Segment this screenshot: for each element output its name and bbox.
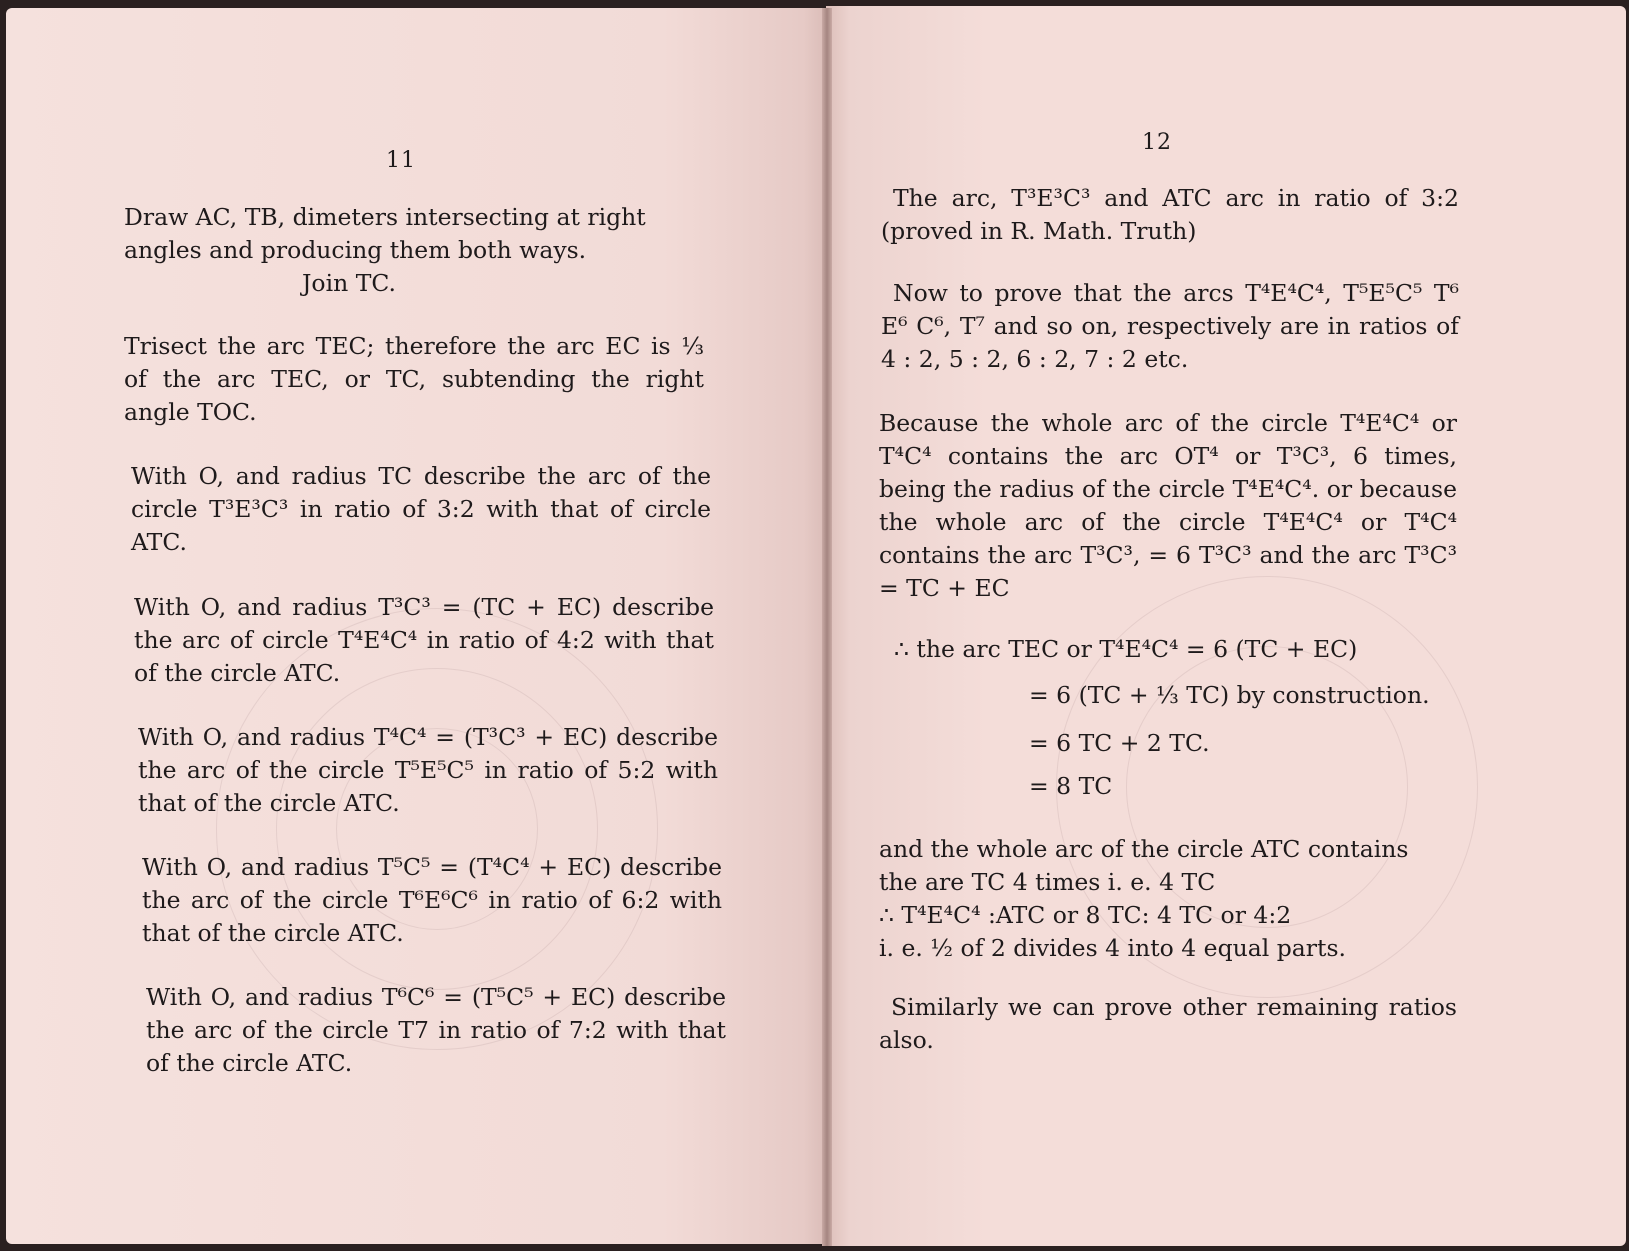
paragraph bbox=[142, 851, 722, 950]
page-number: 11 bbox=[386, 148, 416, 173]
paragraph-text: Similarly we can prove other remaining ratios also. bbox=[879, 993, 1457, 1054]
page-number: 12 bbox=[1142, 130, 1172, 155]
paragraph bbox=[879, 407, 1457, 605]
paragraph-text: With O, and radius TC describe the arc of the circle T³E³C³ in ratio of 3:2 with that of circle ATC. bbox=[131, 462, 711, 556]
text-line: Join TC. bbox=[302, 269, 396, 297]
paragraph-text: Because the whole arc of the circle T⁴E⁴C⁴ or T⁴C⁴ contains the arc OT⁴ or T³C³, 6 times, being the radius of the circle T⁴E⁴C⁴. or because the whole arc of the circle T⁴E⁴C⁴ or T⁴C⁴ contains the arc T³C³, = 6 T³C³ and the arc T³C³ = TC + EC bbox=[879, 409, 1457, 602]
paragraph-text: With O, and radius T³C³ = (TC + EC) describe the arc of circle T⁴E⁴C⁴ in ratio of 4:2 with that of the circle ATC. bbox=[134, 593, 714, 687]
paragraph bbox=[881, 277, 1459, 376]
book-gutter bbox=[822, 8, 832, 1246]
paragraph bbox=[138, 721, 718, 820]
text-line: ∴ T⁴E⁴C⁴ :ATC or 8 TC: 4 TC or 4:2 bbox=[879, 901, 1292, 929]
equation-line: = 6 TC + 2 TC. bbox=[1029, 729, 1210, 757]
text-line: angles and producing them both ways. bbox=[124, 236, 587, 264]
paragraph bbox=[879, 991, 1457, 1057]
text-line: and the whole arc of the circle ATC contains bbox=[879, 835, 1409, 863]
equation-line: ∴ the arc TEC or T⁴E⁴C⁴ = 6 (TC + EC) bbox=[894, 635, 1358, 663]
paragraph bbox=[131, 460, 711, 559]
paragraph-text: With O, and radius T⁵C⁵ = (T⁴C⁴ + EC) describe the arc of the circle T⁶E⁶C⁶ in ratio of 6:2 with that of the circle ATC. bbox=[142, 853, 722, 947]
equation-line: = 8 TC bbox=[1029, 772, 1113, 800]
paragraph-text: The arc, T³E³C³ and ATC arc in ratio of 3:2 (proved in R. Math. Truth) bbox=[881, 184, 1459, 245]
text-line: the are TC 4 times i. e. 4 TC bbox=[879, 868, 1216, 896]
paragraph-text: Now to prove that the arcs T⁴E⁴C⁴, T⁵E⁵C⁵ T⁶ E⁶ C⁶, T⁷ and so on, respectively are in ratios of 4 : 2, 5 : 2, 6 : 2, 7 : 2 etc. bbox=[881, 279, 1459, 373]
paragraph-text: Trisect the arc TEC; therefore the arc EC is ⅓ of the arc TEC, or TC, subtending the right angle TOC. bbox=[124, 332, 704, 426]
paragraph bbox=[881, 182, 1459, 248]
paragraph bbox=[124, 201, 704, 300]
paragraph bbox=[124, 330, 704, 429]
right-page bbox=[826, 6, 1626, 1246]
paragraph-text: With O, and radius T⁴C⁴ = (T³C³ + EC) describe the arc of the circle T⁵E⁵C⁵ in ratio of 5:2 with that of the circle ATC. bbox=[138, 723, 718, 817]
paragraph-text: With O, and radius T⁶C⁶ = (T⁵C⁵ + EC) describe the arc of the circle T7 in ratio of 7:2 with that of the circle ATC. bbox=[146, 983, 726, 1077]
paragraph bbox=[134, 591, 714, 690]
text-line: i. e. ½ of 2 divides 4 into 4 equal parts. bbox=[879, 934, 1347, 962]
text-line: Draw AC, TB, dimeters intersecting at right bbox=[124, 203, 646, 231]
equation-line: = 6 (TC + ⅓ TC) by construction. bbox=[1029, 681, 1430, 709]
paragraph bbox=[146, 981, 726, 1080]
paragraph bbox=[879, 833, 1457, 965]
left-page bbox=[6, 8, 828, 1244]
